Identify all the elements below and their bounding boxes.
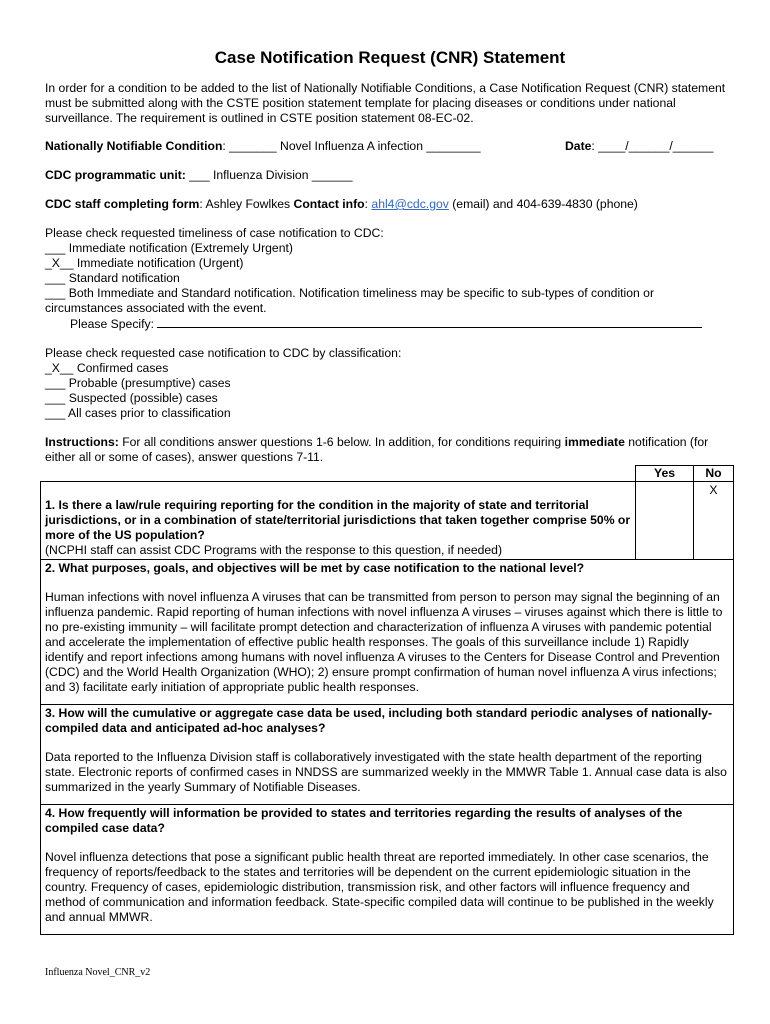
classification-option[interactable]: ___ Probable (presumptive) cases (45, 376, 231, 390)
classification-option[interactable]: ___ All cases prior to classification (45, 406, 231, 420)
email-link[interactable]: ahl4@cdc.gov (371, 197, 449, 211)
date-label: Date (565, 139, 592, 153)
classification-prompt: Please check requested case notification to CDC by classification: (45, 346, 402, 360)
timeliness-option[interactable]: ___ Both Immediate and Standard notification. Notification timeliness may be specific to sub-types of condition or circumstances associated with the event. (45, 286, 655, 315)
specify-label: Please Specify: (70, 317, 158, 331)
question-1-note: (NCPHI staff can assist CDC Programs with the response to this question, if needed) (45, 543, 503, 557)
instructions-bold: immediate (564, 435, 625, 449)
questions-table (40, 465, 734, 935)
document-page (45, 48, 735, 935)
question-2: 2. What purposes, goals, and objectives will be met by case notification to the national level? (45, 561, 585, 575)
unit-row (45, 168, 735, 183)
timeliness-option[interactable]: _X__ Immediate notification (Urgent) (45, 256, 244, 270)
table-row-q2 (41, 560, 734, 705)
unit-label: CDC programmatic unit: (45, 168, 186, 182)
condition-label: Nationally Notifiable Condition (45, 139, 223, 153)
timeliness-prompt: Please check requested timeliness of case notification to CDC: (45, 226, 384, 240)
contact-rest: (email) and 404-639-4830 (phone) (448, 197, 638, 211)
footer-label: Influenza Novel_CNR_v2 (45, 967, 151, 978)
condition-value: : _______ Novel Influenza A infection ________ (222, 139, 481, 153)
table-row-q1 (41, 482, 734, 560)
yes-header: Yes (636, 466, 694, 482)
question-1: 1. Is there a law/rule requiring reporting for the condition in the majority of state and territorial jurisdictions, or in a combination of state/territorial jurisdictions that taken together comprise 50% or more of the US population? (45, 498, 631, 542)
contact-sep: : (364, 197, 372, 211)
question-4: 4. How frequently will information be provided to states and territories regarding the results of analyses of the compiled case data? (45, 806, 683, 835)
date-value: : ____/______/______ (591, 139, 714, 153)
table-header-row (41, 466, 734, 482)
instructions-text-2: notification (for either all or some of cases), answer questions 7-11. (45, 435, 709, 464)
instructions-label: Instructions: (45, 435, 119, 449)
date-field (565, 139, 713, 154)
staff-label: CDC staff completing form (45, 197, 200, 211)
timeliness-option[interactable]: ___ Immediate notification (Extremely Urgent) (45, 241, 293, 255)
instructions (45, 435, 735, 465)
instructions-text: For all conditions answer questions 1-6 below. In addition, for conditions requiring (118, 435, 565, 449)
timeliness-option[interactable]: ___ Standard notification (45, 271, 180, 285)
contact-label: Contact info (293, 197, 365, 211)
specify-row (45, 316, 735, 332)
condition-row (45, 139, 735, 154)
q1-yes-cell[interactable] (636, 482, 694, 560)
answer-3: Data reported to the Influenza Division staff is collaboratively investigated with the state health department of the reporting state. Electronic reports of confirmed cases in NNDSS are summarized weekly in the MMWR Table 1. Annual case data is also summarized in the yearly Summary of Notifiable Diseases. (45, 750, 727, 794)
staff-row (45, 197, 735, 212)
table-row-q3 (41, 705, 734, 805)
specify-input-line[interactable] (157, 316, 702, 328)
classification-section (45, 346, 735, 421)
no-header: No (694, 466, 734, 482)
page-title: Case Notification Request (CNR) Statement (214, 48, 566, 67)
q1-no-cell[interactable]: X (694, 482, 734, 560)
timeliness-section (45, 226, 735, 332)
unit-value: ___ Influenza Division ______ (185, 168, 353, 182)
table-row-q4 (41, 805, 734, 935)
intro-paragraph: In order for a condition to be added to the list of Nationally Notifiable Conditions, a Case Notification Request (CNR) statement must be submitted along with the CSTE position statement template for placing diseases or conditions under national surveillance. The requirement is outlined in CSTE position statement 08-EC-02. (45, 81, 726, 125)
classification-option[interactable]: _X__ Confirmed cases (45, 361, 169, 375)
question-3: 3. How will the cumulative or aggregate case data be used, including both standard periodic analyses of nationally-compiled data and anticipated ad-hoc analyses? (45, 706, 713, 735)
answer-4: Novel influenza detections that pose a significant public health threat are reported immediately. In other case scenarios, the frequency of reports/feedback to the states and territories will be dependent on the current epidemiologic situation in the country. Frequency of cases, epidemiologic distribution, transmission risk, and other factors will influence frequency and method of communication and information feedback. State-specific compiled data will continue to be published in the weekly and annual MMWR. (45, 850, 714, 924)
staff-value: : Ashley Fowlkes (199, 197, 294, 211)
classification-option[interactable]: ___ Suspected (possible) cases (45, 391, 218, 405)
answer-2: Human infections with novel influenza A viruses that can be transmitted from person to person may signal the beginning of an influenza pandemic. Rapid reporting of human infections with novel influenza A viruses – viruses against which there is little to no pre-existing immunity – will facilitate prompt detection and characterization of influenza A viruses with pandemic potential and accelerate the implementation of effective public health responses. The goals of this surveillance include 1) Rapidly identify and report infections among humans with novel influenza A viruses to the Centers for Disease Control and Prevention (CDC) and the World Health Organization (WHO); 2) ensure prompt confirmation of human novel influenza A virus infections; and 3) facilitate early initiation of appropriate public health responses. (45, 590, 723, 694)
